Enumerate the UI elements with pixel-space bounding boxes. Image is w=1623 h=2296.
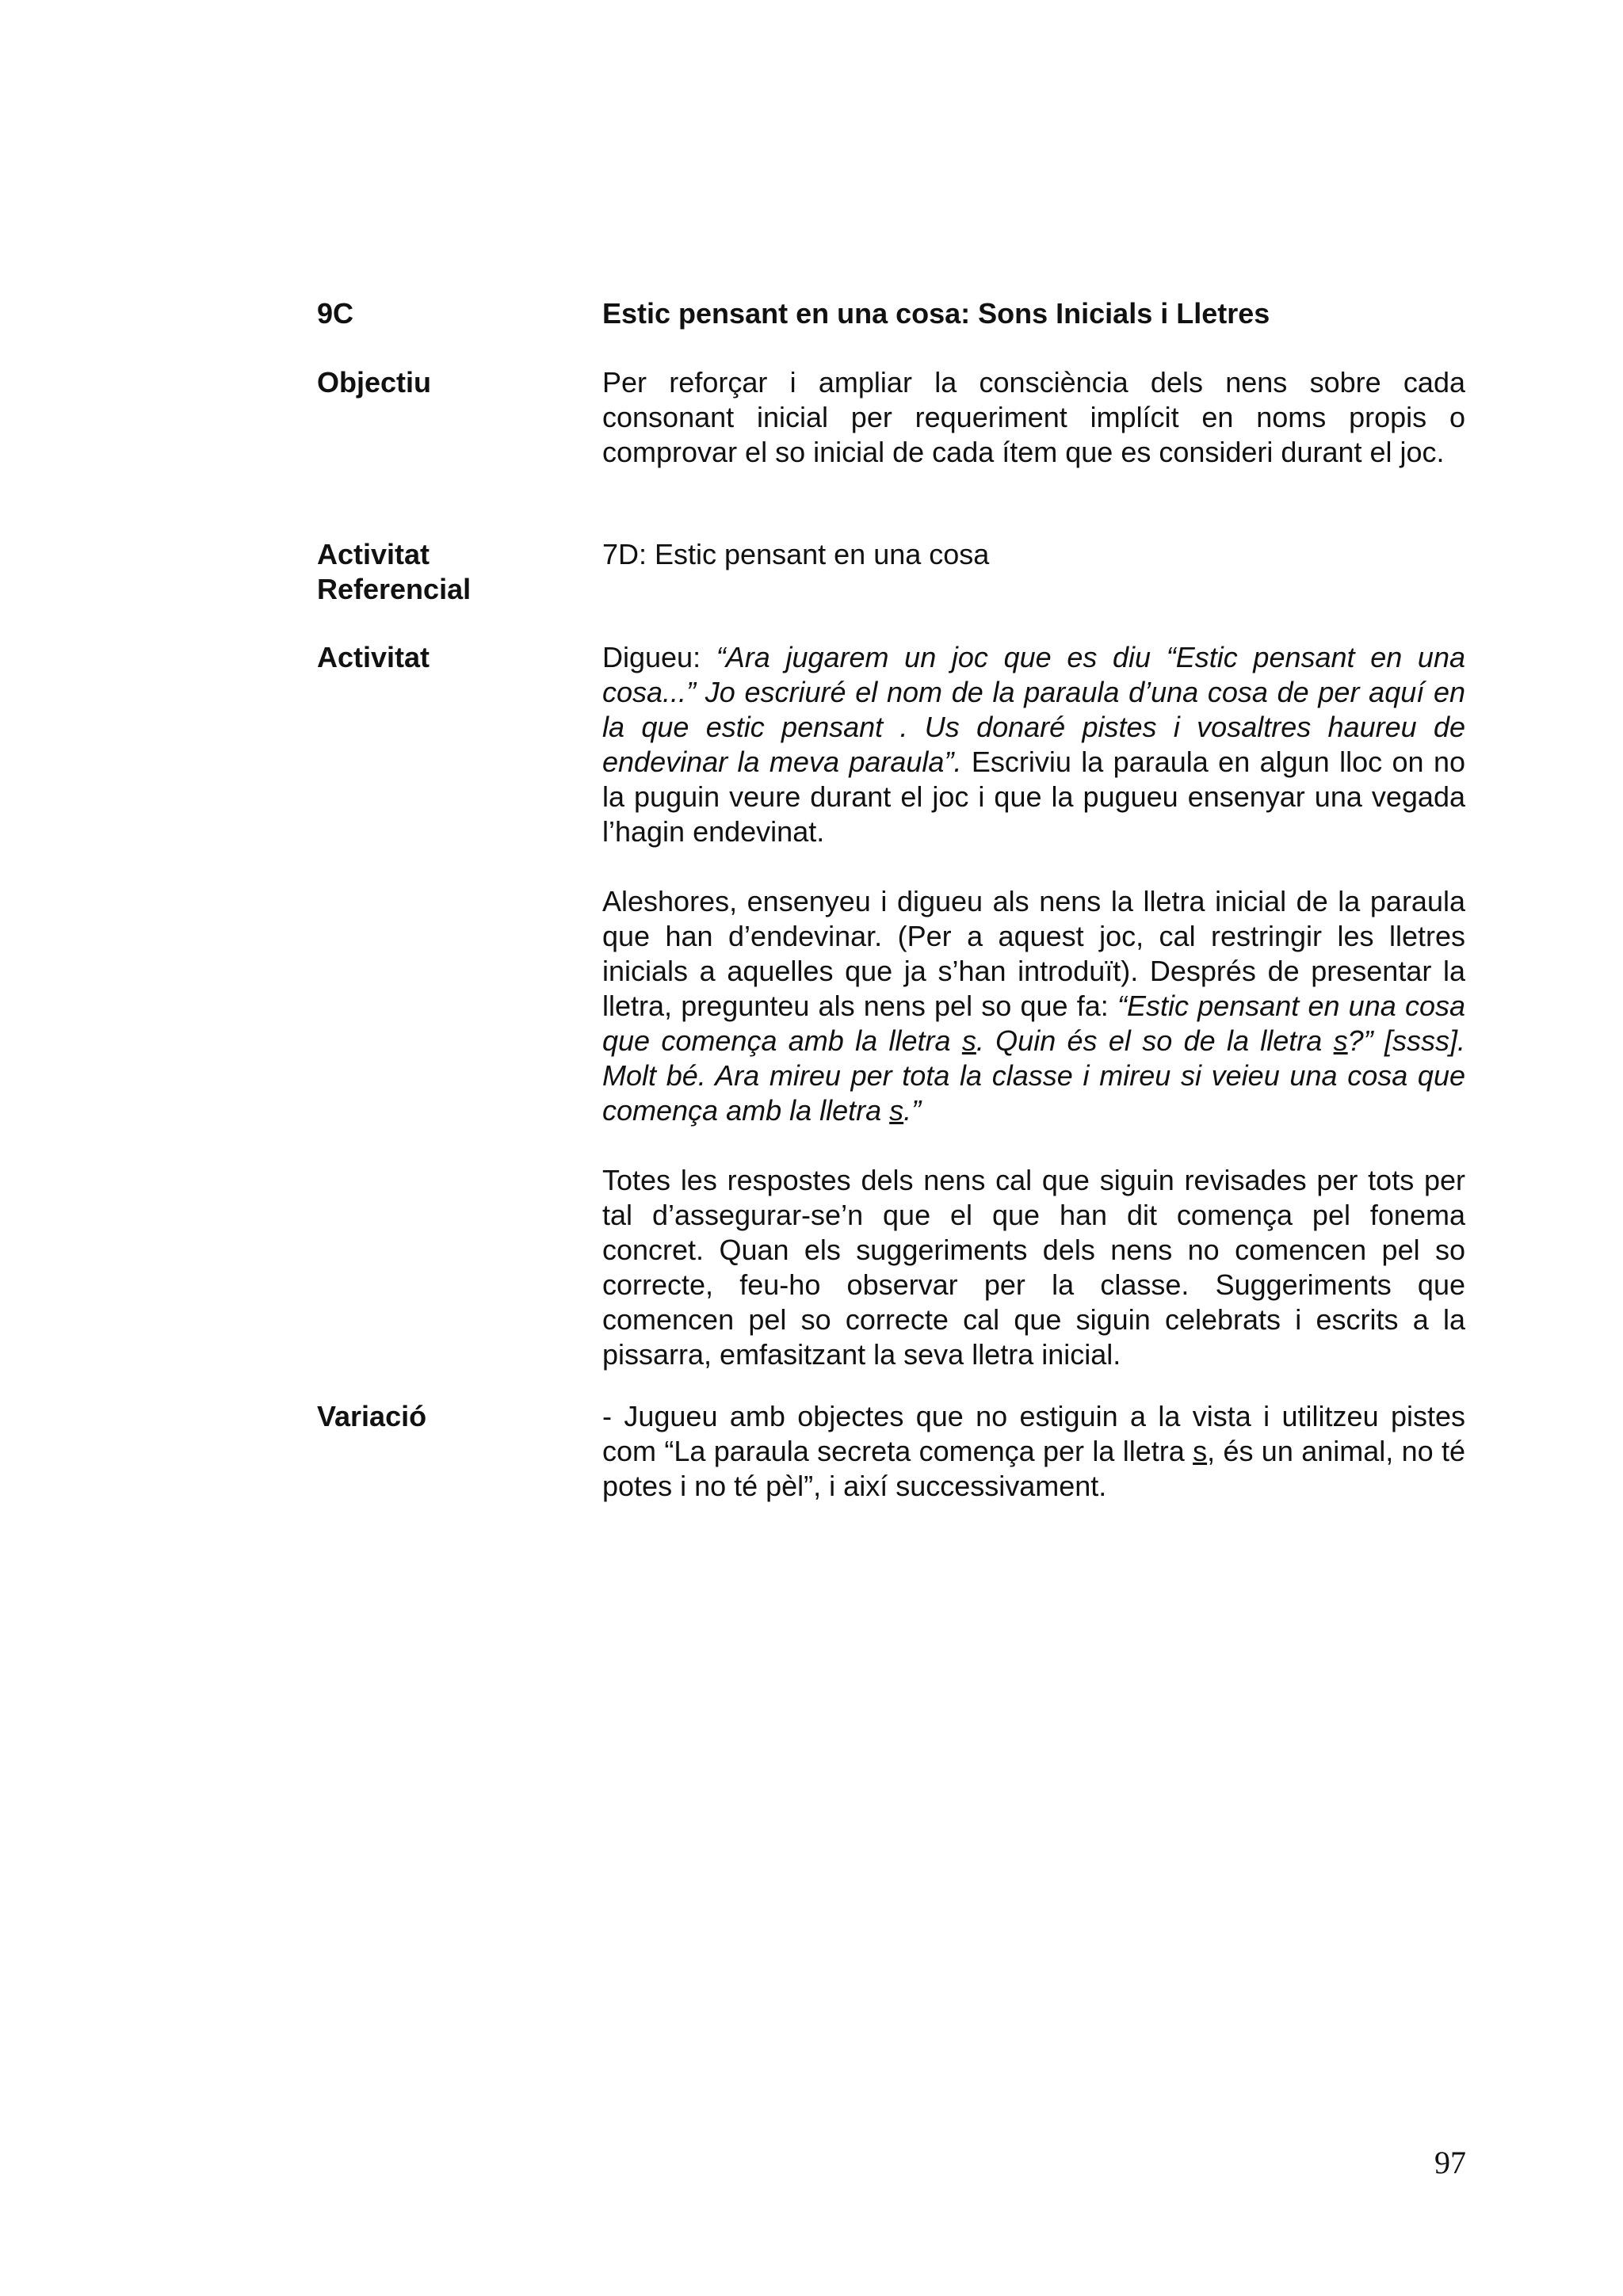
variacio-paragraph: [602, 1399, 1465, 1504]
referencial-label-line2: Referencial: [317, 573, 472, 605]
p2-letter-1: s: [961, 1024, 976, 1057]
activity-code: 9C: [317, 297, 354, 330]
p2-quote-d: .”: [903, 1094, 922, 1127]
variacio-text-a: - Jugueu amb objectes que no estiguin a la vista i utilitzeu pistes com “La paraula secreta comença per la lletra: [602, 1400, 1465, 1467]
p2-intro: Aleshores, ensenyeu i digueu als nens la lletra inicial de la paraula que han d’endevinar. (Per a aquest joc, cal restringir les lletres inicials a aquelles que ja s’han introduït). Després de presentar la lletra, pregunteu als nens pel so que fa:: [602, 885, 1465, 1022]
variacio-text-b: , és un animal, no té potes i no té pèl”, i així successivament.: [602, 1435, 1465, 1502]
activity-title: Estic pensant en una cosa: Sons Inicials i Lletres: [602, 297, 1270, 330]
p2-quote-c: ?” [ssss]. Molt bé. Ara mireu per tota la classe i mireu si veieu una cosa que comença amb la lletra: [602, 1024, 1465, 1127]
p1-rest: Escriviu la paraula en algun lloc on no la puguin veure durant el joc i que la pugueu ensenyar una vegada l’hagin endevinat.: [602, 746, 1465, 848]
p2-letter-2: s: [1333, 1024, 1348, 1057]
variacio-letter: s: [1193, 1435, 1208, 1467]
referencial-label: [317, 537, 586, 607]
activitat-text: [602, 640, 1465, 1372]
objectiu-paragraph: Per reforçar i ampliar la consciència dels nens sobre cada consonant inicial per requeriment implícit en noms propis o comprovar el so inicial de cada ítem que es consideri durant el joc.: [602, 366, 1465, 468]
activitat-label: Activitat: [317, 641, 430, 673]
objectiu-label: Objectiu: [317, 366, 432, 399]
variacio-label: Variació: [317, 1400, 427, 1432]
activitat-paragraph-1: [602, 640, 1465, 849]
activitat-paragraph-2: [602, 884, 1465, 1128]
referencial-label-line1: Activitat: [317, 538, 430, 570]
variacio-text: [602, 1399, 1465, 1504]
page-number: 97: [1434, 2145, 1466, 2180]
p2-letter-3: s: [889, 1094, 904, 1127]
objectiu-text: [602, 365, 1465, 470]
p1-intro: Digueu:: [602, 641, 716, 673]
activitat-paragraph-3: Totes les respostes dels nens cal que siguin revisades per tots per tal d’assegurar-se’n que el que han dit comença pel fonema concret. Quan els suggeriments dels nens no comencen pel so correcte, feu-ho observar per la classe. Suggeriments que comencen pel so correcte cal que siguin celebrats i escrits a la pissarra, emfasitzant la seva lletra inicial.: [602, 1164, 1465, 1371]
p2-quote-b: . Quin és el so de la lletra: [976, 1024, 1334, 1057]
p2-quote-a: “Estic pensant en una cosa que comença amb la lletra: [602, 990, 1465, 1057]
referencial-text: 7D: Estic pensant en una cosa: [602, 538, 990, 570]
p1-quote: “Ara jugarem un joc que es diu “Estic pensant en una cosa...” Jo escriuré el nom de la paraula d’una cosa de per aquí en la que estic pensant . Us donaré pistes i vosaltres haureu de endevinar la meva paraula”.: [602, 641, 1465, 778]
